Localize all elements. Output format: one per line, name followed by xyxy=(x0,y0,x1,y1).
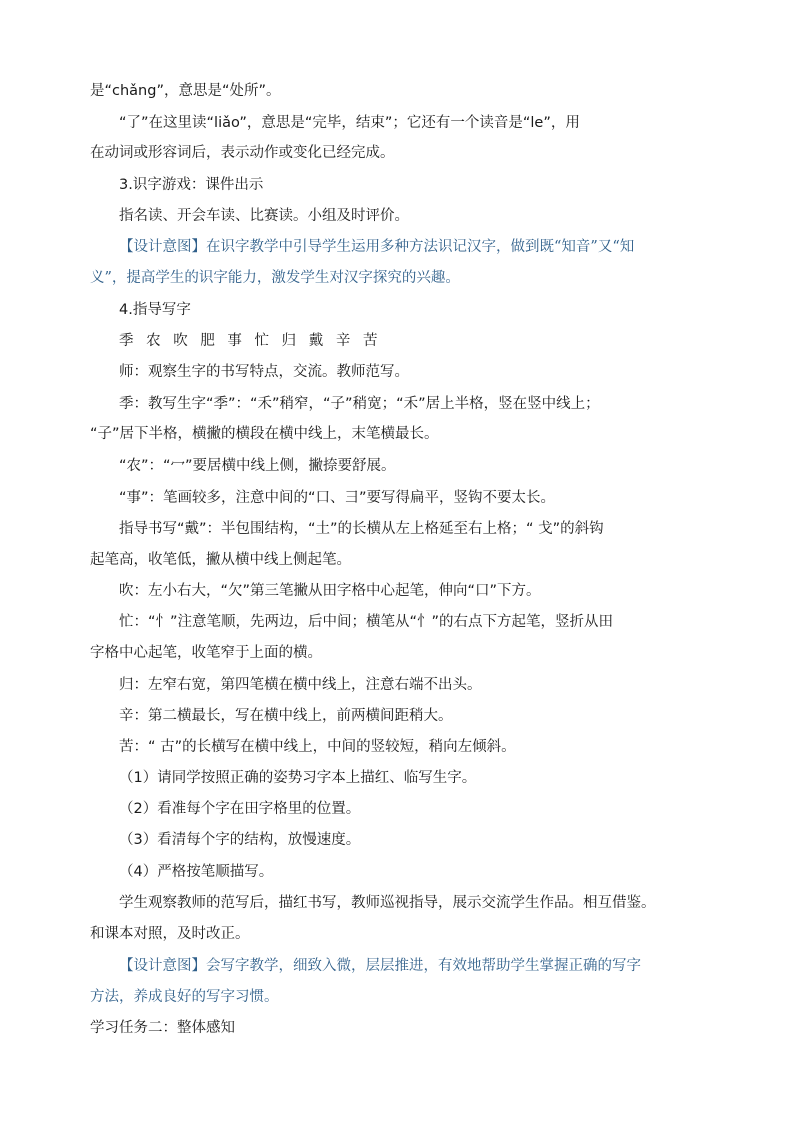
text-line: 和课本对照，及时改正。 xyxy=(90,926,250,942)
text-line: 季：教写生字“季”：“禾”稍窄，“子”稍宽；“禾”居上半格，竖在竖中线上； xyxy=(119,396,600,412)
text-line: 指导书写“戴”：半包围结构，“土”的长横从左上格延至右上格；“ 戈”的斜钩 xyxy=(119,521,604,537)
list-item: （2）看准每个字在田字格里的位置。 xyxy=(119,801,361,817)
text-line: 指名读、开会车读、比赛读。小组及时评价。 xyxy=(119,208,409,224)
section-heading: 学习任务二：整体感知 xyxy=(90,1020,235,1036)
text-line: 字格中心起笔，收笔窄于上面的横。 xyxy=(90,645,322,661)
text-line: 在动词或形容词后，表示动作或变化已经完成。 xyxy=(90,145,395,161)
design-intent-note-cont: 方法，养成良好的写字习惯。 xyxy=(90,989,279,1005)
text-line: 师：观察生字的书写特点，交流。教师范写。 xyxy=(119,364,409,380)
design-intent-note xyxy=(119,237,706,257)
text-line: 辛：第二横最长，写在横中线上，前两横间距稍大。 xyxy=(119,708,453,724)
note-label: 【设计意图】 xyxy=(119,239,206,255)
design-intent-note-cont: 义”，提高学生的识字能力，激发学生对汉字探究的兴趣。 xyxy=(90,270,460,286)
list-item: （3）看清每个字的结构，放慢速度。 xyxy=(119,832,361,848)
note-label: 【设计意图】 xyxy=(119,958,206,974)
text-line: 苦：“ 古”的长横写在横中线上，中间的竖较短，稍向左倾斜。 xyxy=(119,739,516,755)
list-item: （1）请同学按照正确的姿势习字本上描红、临写生字。 xyxy=(119,770,477,786)
note-text: 会写字教学，细致入微，层层推进，有效地帮助学生掌握正确的写字 xyxy=(206,958,641,974)
text-line: “子”居下半格，横撇的横段在横中线上，末笔横最长。 xyxy=(90,426,439,442)
text-line: 学生观察教师的范写后，描红书写，教师巡视指导，展示交流学生作品。相互借鉴。 xyxy=(119,895,656,911)
text-line: “了”在这里读“liǎo”，意思是“完毕，结束”；它还有一个读音是“le”，用 xyxy=(119,115,580,131)
text-line: 忙：“忄”注意笔顺，先两边，后中间；横笔从“忄”的右点下方起笔，竖折从田 xyxy=(119,614,614,630)
text-line: 是“chǎng”，意思是“处所”。 xyxy=(90,83,281,99)
text-line: 归：左窄右宽，第四笔横在横中线上，注意右端不出头。 xyxy=(119,677,482,693)
character-list: 季 农 吹 肥 事 忙 归 戴 辛 苦 xyxy=(119,333,382,349)
section-heading: 3.识字游戏：课件出示 xyxy=(119,177,264,193)
text-line: “农”：“冖”要居横中线上侧，撇捺要舒展。 xyxy=(119,458,396,474)
text-line: 起笔高，收笔低，撇从横中线上侧起笔。 xyxy=(90,552,351,568)
design-intent-note xyxy=(119,956,706,976)
list-item: （4）严格按笔顺描写。 xyxy=(119,864,274,880)
section-heading: 4.指导写字 xyxy=(119,302,191,318)
text-line: “事”：笔画较多，注意中间的“口、彐”要写得扁平，竖钩不要太长。 xyxy=(119,490,556,506)
text-line: 吹：左小右大，“欠”第三笔撇从田字格中心起笔，伸向“口”下方。 xyxy=(119,583,541,599)
note-text: 在识字教学中引导学生运用多种方法识记汉字，做到既“知音”又“知 xyxy=(206,239,635,255)
